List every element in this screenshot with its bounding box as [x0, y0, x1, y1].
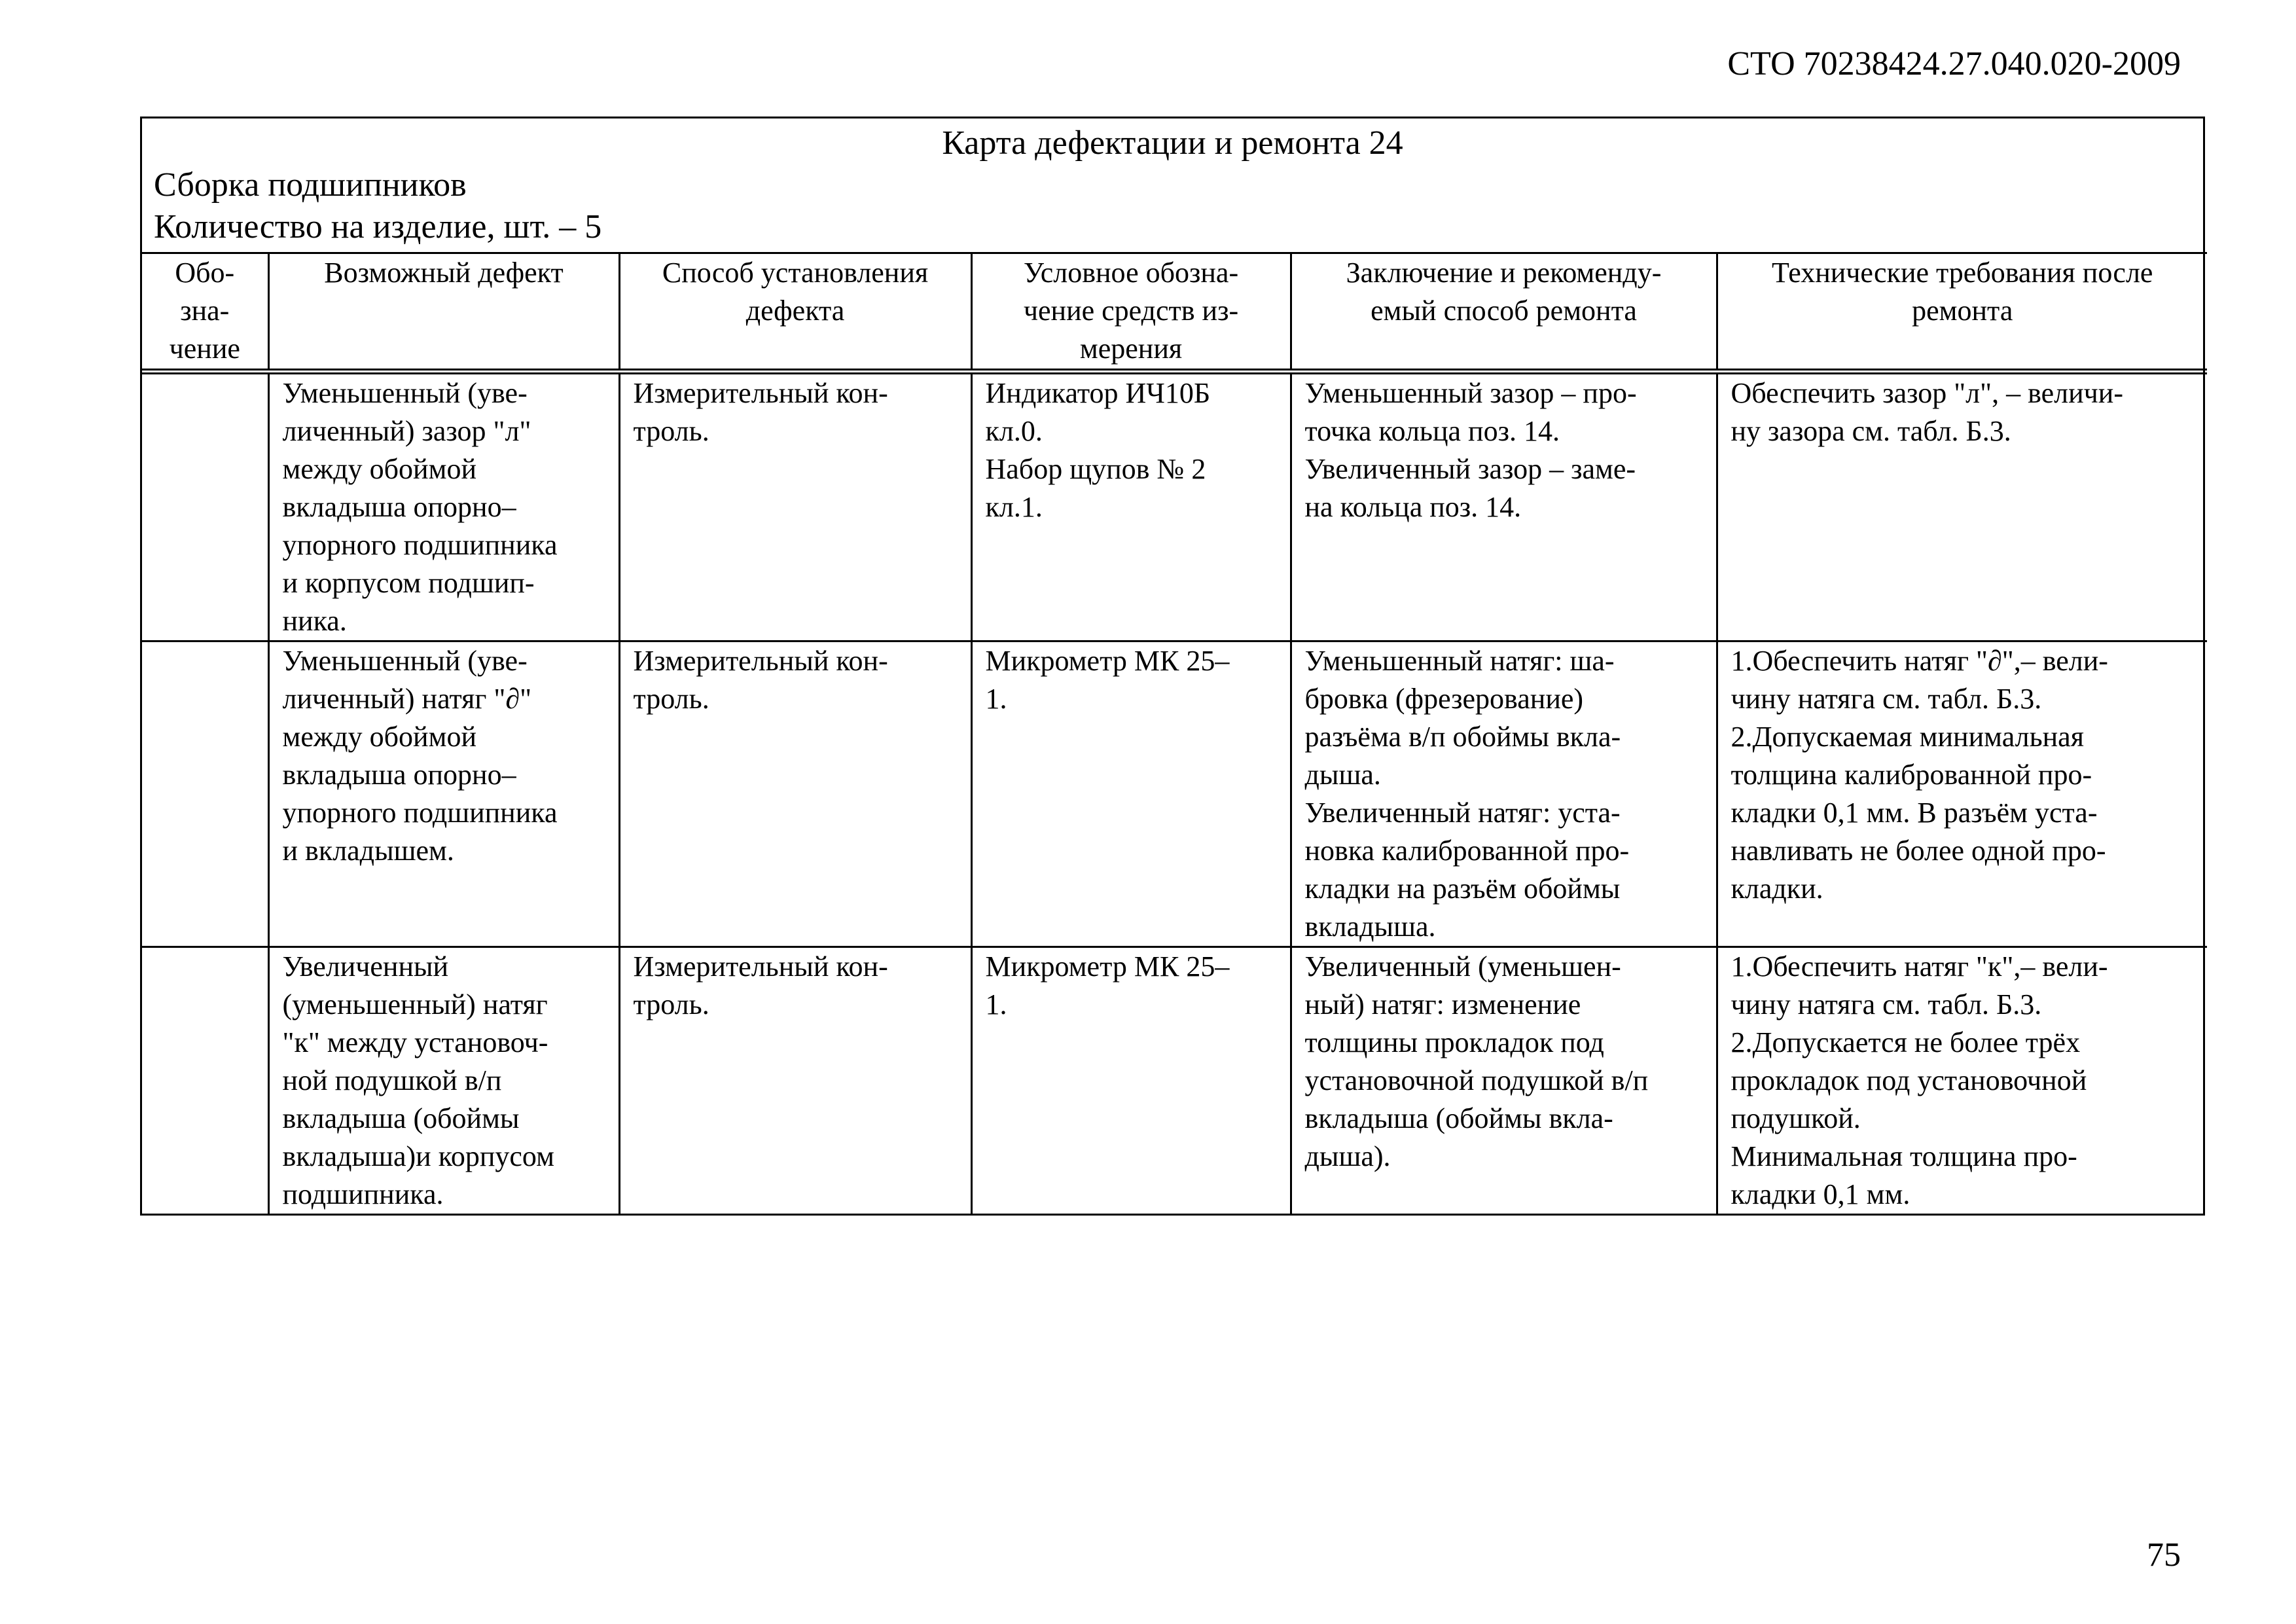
- cell-text-line: Возможный дефект: [324, 257, 564, 289]
- document-code: СТО 70238424.27.040.020-2009: [1727, 45, 2181, 82]
- assembly-name: Сборка подшипников: [154, 166, 467, 204]
- cell-text-line: вкладыша)и корпусом: [282, 1140, 554, 1172]
- cell-text-line: Микрометр МК 25–: [985, 645, 1230, 677]
- cell-text-line: Измерительный кон-: [633, 377, 888, 409]
- column-header-method: [619, 253, 971, 372]
- cell-tools: [971, 372, 1291, 641]
- cell-text-line: упорного подшипника: [282, 797, 558, 829]
- cell-text-line: Набор щупов № 2: [985, 453, 1206, 485]
- cell-text-line: 1.Обеспечить натяг "∂",– вели-: [1731, 645, 2108, 677]
- cell-text-line: прокладок под установочной: [1731, 1064, 2087, 1096]
- card-title: Карта дефектации и ремонта 24: [942, 124, 1403, 162]
- cell-text-line: Увеличенный натяг: уста-: [1304, 797, 1621, 829]
- cell-text-line: разъёма в/п обоймы вкла-: [1304, 721, 1621, 753]
- cell-text-line: ника.: [282, 605, 347, 637]
- cell-text-line: личенный) зазор "л": [282, 415, 531, 447]
- cell-text-line: вкладыша опорно–: [282, 491, 516, 523]
- table-row: [142, 372, 2207, 641]
- cell-text-line: дыша).: [1304, 1140, 1391, 1172]
- quantity-per-item: Количество на изделие, шт. – 5: [154, 208, 602, 245]
- cell-text-line: дыша.: [1304, 759, 1381, 791]
- cell-text-line: установочной подушкой в/п: [1304, 1064, 1649, 1096]
- cell-text-line: толщины прокладок под: [1304, 1026, 1604, 1058]
- cell-tools: [971, 641, 1291, 947]
- cell-text-line: емый способ ремонта: [1371, 295, 1637, 327]
- cell-method: [619, 947, 971, 1214]
- cell-text-line: кладки 0,1 мм. В разъём уста-: [1731, 797, 2098, 829]
- column-header-defect: [268, 253, 619, 372]
- column-header-designation: [142, 253, 268, 372]
- table-row: [142, 947, 2207, 1214]
- cell-text-line: Заключение и рекоменду-: [1346, 257, 1662, 289]
- cell-text-line: Уменьшенный (уве-: [282, 377, 528, 409]
- column-header-requirements: [1717, 253, 2207, 372]
- cell-text-line: новка калиброванной про-: [1304, 835, 1630, 867]
- cell-text-line: Индикатор ИЧ10Б: [985, 377, 1211, 409]
- cell-text-line: зна-: [180, 295, 230, 327]
- cell-requirements: [1717, 372, 2207, 641]
- cell-text-line: мерения: [1079, 333, 1183, 365]
- cell-text-line: личенный) натяг "∂": [282, 683, 532, 715]
- cell-text-line: на кольца поз. 14.: [1304, 491, 1522, 523]
- cell-defect: [268, 372, 619, 641]
- cell-text-line: (уменьшенный) натяг: [282, 988, 548, 1020]
- cell-text-line: Измерительный кон-: [633, 950, 888, 983]
- cell-text-line: троль.: [633, 683, 709, 715]
- cell-text-line: вкладыша (обоймы вкла-: [1304, 1102, 1613, 1134]
- cell-text-line: и вкладышем.: [282, 835, 454, 867]
- cell-text-line: вкладыша опорно–: [282, 759, 516, 791]
- cell-requirements: [1717, 947, 2207, 1214]
- cell-text-line: 1.: [985, 683, 1007, 715]
- table-row: [142, 641, 2207, 947]
- cell-text-line: подушкой.: [1731, 1102, 1861, 1134]
- cell-method: [619, 372, 971, 641]
- cell-text-line: ной подушкой в/п: [282, 1064, 502, 1096]
- cell-text-line: упорного подшипника: [282, 529, 558, 561]
- cell-text-line: толщина калиброванной про-: [1731, 759, 2092, 791]
- cell-text-line: подшипника.: [282, 1178, 444, 1210]
- cell-text-line: между обоймой: [282, 721, 476, 753]
- cell-text-line: чину натяга см. табл. Б.3.: [1731, 988, 2042, 1020]
- cell-text-line: Измерительный кон-: [633, 645, 888, 677]
- cell-defect: [268, 947, 619, 1214]
- cell-text-line: троль.: [633, 988, 709, 1020]
- cell-text-line: вкладыша (обоймы: [282, 1102, 520, 1134]
- cell-text-line: "к" между установоч-: [282, 1026, 548, 1058]
- cell-text-line: кл.1.: [985, 491, 1043, 523]
- cell-text-line: ремонта: [1912, 295, 2013, 327]
- cell-defect: [268, 641, 619, 947]
- cell-text-line: Способ установления: [662, 257, 929, 289]
- cell-text-line: Уменьшенный зазор – про-: [1304, 377, 1637, 409]
- defect-card: [140, 117, 2205, 1216]
- column-header-repair: [1291, 253, 1717, 372]
- cell-text-line: вкладыша.: [1304, 911, 1436, 943]
- cell-text-line: кладки 0,1 мм.: [1731, 1178, 1910, 1210]
- cell-text-line: и корпусом подшип-: [282, 567, 535, 599]
- cell-text-line: 1.: [985, 988, 1007, 1020]
- cell-text-line: Уменьшенный натяг: ша-: [1304, 645, 1615, 677]
- cell-text-line: Минимальная толщина про-: [1731, 1140, 2077, 1172]
- cell-tools: [971, 947, 1291, 1214]
- column-header-tools: [971, 253, 1291, 372]
- cell-text-line: Условное обозна-: [1023, 257, 1239, 289]
- page-number: 75: [2147, 1536, 2181, 1574]
- cell-text-line: Микрометр МК 25–: [985, 950, 1230, 983]
- cell-method: [619, 641, 971, 947]
- cell-text-line: 2.Допускаемая минимальная: [1731, 721, 2084, 753]
- cell-designation: [142, 372, 268, 641]
- cell-text-line: чение средств из-: [1023, 295, 1239, 327]
- cell-text-line: кл.0.: [985, 415, 1043, 447]
- cell-text-line: чину натяга см. табл. Б.3.: [1731, 683, 2042, 715]
- cell-text-line: дефекта: [745, 295, 845, 327]
- cell-text-line: Увеличенный: [282, 950, 449, 983]
- table-header-row: [142, 253, 2207, 372]
- cell-text-line: ну зазора см. табл. Б.3.: [1731, 415, 2011, 447]
- cell-text-line: троль.: [633, 415, 709, 447]
- cell-text-line: 2.Допускается не более трёх: [1731, 1026, 2081, 1058]
- cell-text-line: ный) натяг: изменение: [1304, 988, 1581, 1020]
- cell-text-line: чение: [169, 333, 240, 365]
- cell-repair: [1291, 947, 1717, 1214]
- cell-repair: [1291, 641, 1717, 947]
- cell-text-line: Обеспечить зазор "л", – величи-: [1731, 377, 2123, 409]
- cell-text-line: кладки.: [1731, 873, 1823, 905]
- cell-text-line: точка кольца поз. 14.: [1304, 415, 1560, 447]
- cell-requirements: [1717, 641, 2207, 947]
- cell-text-line: кладки на разъём обоймы: [1304, 873, 1621, 905]
- cell-text-line: бровка (фрезерование): [1304, 683, 1584, 715]
- cell-repair: [1291, 372, 1717, 641]
- cell-designation: [142, 641, 268, 947]
- cell-text-line: Увеличенный (уменьшен-: [1304, 950, 1621, 983]
- cell-text-line: между обоймой: [282, 453, 476, 485]
- cell-text-line: Уменьшенный (уве-: [282, 645, 528, 677]
- cell-text-line: Технические требования после: [1772, 257, 2153, 289]
- cell-text-line: Обо-: [175, 257, 235, 289]
- cell-text-line: Увеличенный зазор – заме-: [1304, 453, 1636, 485]
- defect-table: [142, 252, 2207, 1214]
- card-header: [142, 118, 2203, 252]
- cell-text-line: навливать не более одной про-: [1731, 835, 2106, 867]
- cell-designation: [142, 947, 268, 1214]
- cell-text-line: 1.Обеспечить натяг "к",– вели-: [1731, 950, 2108, 983]
